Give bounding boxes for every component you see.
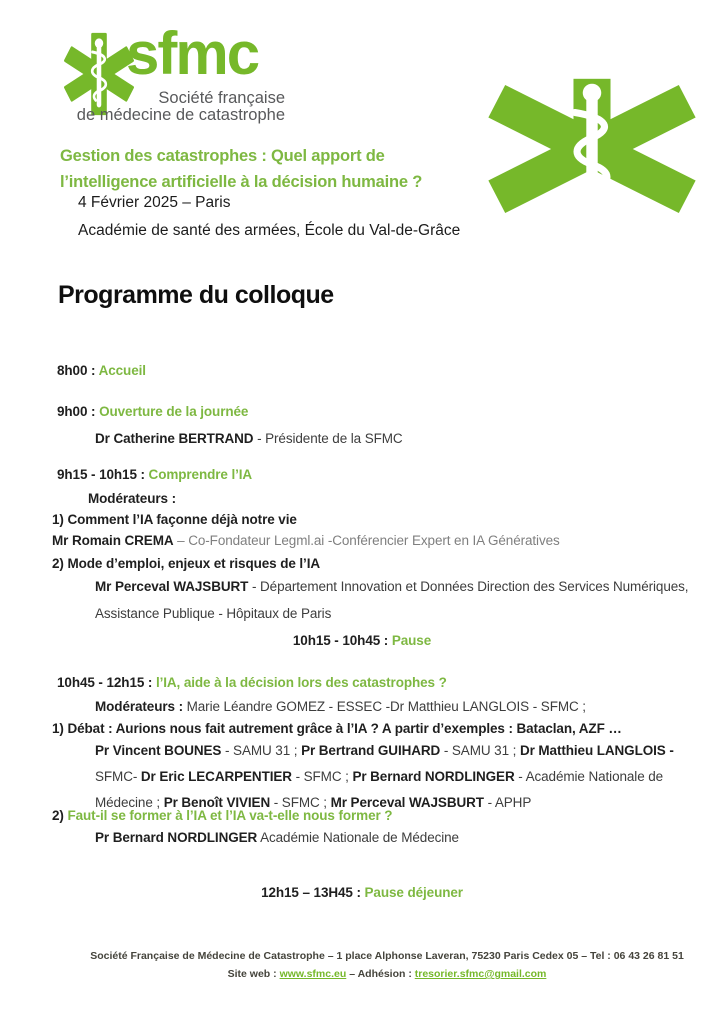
footer-sep2: – [578, 950, 590, 962]
footer-site-label: Site web : [227, 968, 280, 980]
time-10h45: 10h45 - 12h15 : [57, 675, 156, 690]
pause1-label: Pause [391, 633, 432, 648]
speaker-lecarpentier: Dr Eric LECARPENTIER [140, 769, 292, 784]
speaker-nordlinger-aff-cont: Médecine ; [95, 795, 164, 810]
brand-name: sfmc [126, 20, 259, 87]
program-line-speakers2 [95, 768, 663, 786]
brand-subtitle-line1: Société française [158, 89, 285, 107]
session2-item2-title: Faut-il se former à l’IA et l’IA va-t-elle nous former ? [67, 808, 393, 823]
speaker-langlois-aff: SFMC- [95, 769, 141, 784]
speaker-bertrand: Dr Catherine BERTRAND [95, 431, 254, 446]
session1-item2: 2) Mode d’emploi, enjeux et risques de l’IA [52, 556, 321, 571]
program-line-wajsburt-cont [95, 605, 331, 623]
speaker-wajsburt: Mr Perceval WAJSBURT [95, 579, 249, 594]
speaker-lecarpentier-aff: - SFMC ; [291, 769, 353, 784]
program-line-fautil [52, 807, 392, 825]
session2-title: l’IA, aide à la décision lors des catastrophes ? [155, 675, 447, 690]
speaker-nordlinger2-role: Académie Nationale de Médecine [257, 830, 459, 845]
program-line-pause1 [0, 632, 724, 650]
moderators2-label: Modérateurs : [95, 699, 187, 714]
program-line-accueil [57, 362, 146, 380]
program-line-speakers1 [95, 742, 674, 760]
footer-sep1: – [324, 950, 337, 962]
footer-tel: Tel : 06 43 26 81 51 [590, 950, 684, 962]
moderators1-label: Modérateurs : [88, 491, 176, 506]
speaker-guihard-aff: - SAMU 31 ; [440, 743, 520, 758]
speaker-nordlinger-aff: - Académie Nationale de [514, 769, 664, 784]
accueil-label: Accueil [98, 363, 146, 378]
speaker-vivien: Pr Benoît VIVIEN [163, 795, 271, 810]
speaker-wajsburt-role-cont: Assistance Publique - Hôpitaux de Paris [95, 606, 332, 621]
footer-sep3: – [346, 968, 358, 980]
speaker-bounes: Pr Vincent BOUNES [95, 743, 222, 758]
moderators2-names: Marie Léandre GOMEZ - ESSEC -Dr Matthieu LANGLOIS - SFMC ; [186, 699, 586, 714]
program-line-wajsburt [95, 578, 688, 596]
footer-org: Société Française de Médecine de Catastrophe [90, 950, 325, 962]
event-title-line2: l’intelligence artificielle à la décision humaine ? [60, 173, 423, 191]
time-9h00: 9h00 : [57, 404, 100, 419]
program-line-session2 [57, 674, 447, 692]
brand-subtitle [40, 90, 285, 124]
speaker-wajsburt-role: - Département Innovation et Données Direction des Services Numériques, [248, 579, 689, 594]
speaker-crema: Mr Romain CREMA [52, 533, 174, 548]
speaker-wajsburt2: Mr Perceval WAJSBURT [330, 795, 484, 810]
pause2-label: Pause déjeuner [364, 885, 463, 900]
program-line-session1-item2 [52, 555, 320, 573]
footer-adhesion-link[interactable]: tresorier.sfmc@gmail.com [414, 968, 547, 980]
program-line-nordlinger2 [95, 829, 459, 847]
footer-address: 1 place Alphonse Laveran, 75230 Paris Cedex 05 [336, 950, 579, 962]
ouverture-label: Ouverture de la journée [99, 404, 249, 419]
event-venue: Académie de santé des armées, École du Val-de-Grâce [78, 222, 461, 239]
program-line-debat [52, 720, 622, 738]
banner-star-of-life-icon [478, 76, 706, 222]
page-title: Programme du colloque [58, 281, 334, 309]
brand-subtitle-line2: de médecine de catastrophe [76, 106, 285, 124]
event-title [60, 143, 422, 195]
time-pause1: 10h15 - 10h45 : [292, 633, 392, 648]
time-9h15: 9h15 - 10h15 : [57, 467, 149, 482]
event-title-line1: Gestion des catastrophes : Quel apport de [60, 147, 385, 165]
session2-item1: 1) Débat : Aurions nous fait autrement grâce à l’IA ? A partir d’exemples : Bataclan, AZF … [52, 721, 622, 736]
speaker-nordlinger2: Pr Bernard NORDLINGER [95, 830, 258, 845]
program-line-session1-item1 [52, 511, 297, 529]
speaker-wajsburt2-aff: - APHP [483, 795, 532, 810]
footer-site-link[interactable]: www.sfmc.eu [279, 968, 347, 980]
speaker-crema-role: – Co-Fondateur Legml.ai -Conférencier Expert en IA Génératives [173, 533, 560, 548]
time-8h00: 8h00 : [57, 363, 99, 378]
footer-line1 [50, 948, 724, 965]
footer-adhesion-label: Adhésion : [357, 968, 415, 980]
footer-line2 [50, 966, 724, 983]
program-line-bertrand [95, 430, 403, 448]
program-line-moderators2 [95, 698, 586, 716]
speaker-bounes-aff: - SAMU 31 ; [221, 743, 302, 758]
program-line-pause2 [0, 884, 724, 902]
program-line-session1 [57, 466, 252, 484]
program-line-moderators1 [88, 490, 176, 508]
session1-item1: 1) Comment l’IA façonne déjà notre vie [52, 512, 297, 527]
session2-item2-num: 2) [52, 808, 68, 823]
speaker-nordlinger: Pr Bernard NORDLINGER [352, 769, 515, 784]
event-meta [78, 189, 460, 245]
session1-title: Comprendre l’IA [148, 467, 253, 482]
event-date: 4 Février 2025 – Paris [78, 194, 231, 211]
speaker-vivien-aff: - SFMC ; [270, 795, 331, 810]
time-pause2: 12h15 – 13H45 : [261, 885, 365, 900]
speaker-guihard: Pr Bertrand GUIHARD [301, 743, 441, 758]
speaker-langlois: Dr Matthieu LANGLOIS - [519, 743, 674, 758]
speaker-bertrand-role: - Présidente de la SFMC [253, 431, 403, 446]
program-line-ouverture [57, 403, 248, 421]
program-line-crema [52, 532, 560, 550]
